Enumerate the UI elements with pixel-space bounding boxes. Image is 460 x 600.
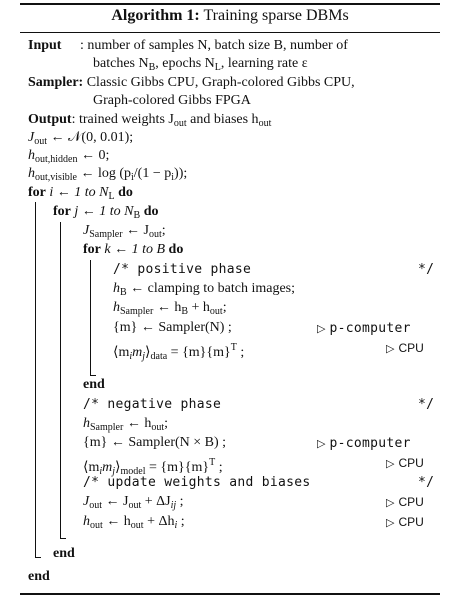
positive-phase-comment: /* positive phase <box>113 262 252 277</box>
triangle-right-icon: ▷ <box>386 457 395 470</box>
input-text-1: : number of samples N, batch size B, number of <box>80 38 348 53</box>
for-i-scope-tick <box>35 557 41 558</box>
end-for-j: end <box>53 546 75 561</box>
for-i-scope-line <box>35 202 36 557</box>
triangle-right-icon: ▷ <box>317 322 326 335</box>
jsampler-assign: $J_{Sampler}$ ← $J_{out}$; <box>83 223 166 240</box>
sampler-line-2: Graph-colored Gibbs FPGA <box>93 93 251 108</box>
sampler-call-neg: {m} ← Sampler(N × B) ; <box>83 435 227 450</box>
for-j-scope-line <box>60 222 61 538</box>
for-j-line: for j ← 1 to $N_B$ do <box>53 204 159 221</box>
hout-update-line: $h_{out}$ ← $h_{out} + \Delta h_i$ ; <box>83 514 185 531</box>
for-i-line: for i ← 1 to $N_L$ do <box>28 185 133 202</box>
algorithm-number: Algorithm 1: <box>111 7 200 24</box>
hsampler-neg-line: $h_{Sampler}$ ← $h_{out}$; <box>83 416 168 433</box>
sampler-call-pos: {m} ← Sampler(N) ; <box>113 320 232 335</box>
hsampler-pos-line: $h_{Sampler}$ ← $h_B + h_{out}$; <box>113 300 227 317</box>
hout-cpu-tag: ▷ CPU <box>386 515 424 529</box>
corr-model-line: $⟨m_im_j⟩_{model} = \{m\}\{m\}^T$ ; <box>83 457 223 477</box>
triangle-right-icon: ▷ <box>386 496 395 509</box>
negative-phase-comment: /* negative phase <box>83 397 222 412</box>
for-j-scope-tick <box>60 538 66 539</box>
init-hout-visible: $h_{out,visible}$ ← $\log (p_i/(1 - p_i))$; <box>28 166 188 183</box>
corr-data-line: $⟨m_im_j⟩_{data} = \{m\}\{m\}^T$ ; <box>113 342 245 362</box>
init-jout: $J_{out}$ ← 𝒩(0, 0.01); <box>28 130 134 147</box>
neg-p-computer-tag: ▷ p-computer <box>317 436 411 451</box>
init-hout-hidden: $h_{out,hidden}$ ← 0; <box>28 148 110 165</box>
output-line: Output: trained weights $J_{out}$ and biases $h_{out}$ <box>28 112 272 129</box>
for-k-line: for k ← 1 to B do <box>83 242 184 257</box>
sampler-line-1: Sampler: Classic Gibbs CPU, Graph-colored Gibbs CPU, <box>28 75 355 90</box>
negative-phase-comment-end: */ <box>418 397 435 412</box>
input-line-1: Input <box>28 38 62 53</box>
bottom-rule <box>20 593 440 595</box>
for-k-scope-line <box>90 260 91 375</box>
algorithm-name: Training sparse DBMs <box>203 7 349 24</box>
neg-cpu-tag: ▷ CPU <box>386 456 424 470</box>
end-for-k: end <box>83 377 105 392</box>
end-for-i: end <box>28 569 50 584</box>
pos-p-computer-tag: ▷ p-computer <box>317 321 411 336</box>
jout-update-line: $J_{out}$ ← $J_{out} + \Delta J_{ij}$ ; <box>83 494 184 511</box>
input-line-2: batches $N_B$, epochs $N_L$, learning rate ε <box>93 56 308 73</box>
triangle-right-icon: ▷ <box>386 342 395 355</box>
title-rule <box>20 32 440 33</box>
hb-clamp-line: $h_B$ ← clamping to batch images; <box>113 281 296 298</box>
positive-phase-comment-end: */ <box>418 262 435 277</box>
jout-cpu-tag: ▷ CPU <box>386 495 424 509</box>
triangle-right-icon: ▷ <box>317 437 326 450</box>
update-comment-end: */ <box>418 475 435 490</box>
top-rule <box>20 3 440 5</box>
triangle-right-icon: ▷ <box>386 516 395 529</box>
pos-cpu-tag: ▷ CPU <box>386 341 424 355</box>
update-comment: /* update weights and biases <box>83 475 311 490</box>
algorithm-title <box>20 7 440 25</box>
